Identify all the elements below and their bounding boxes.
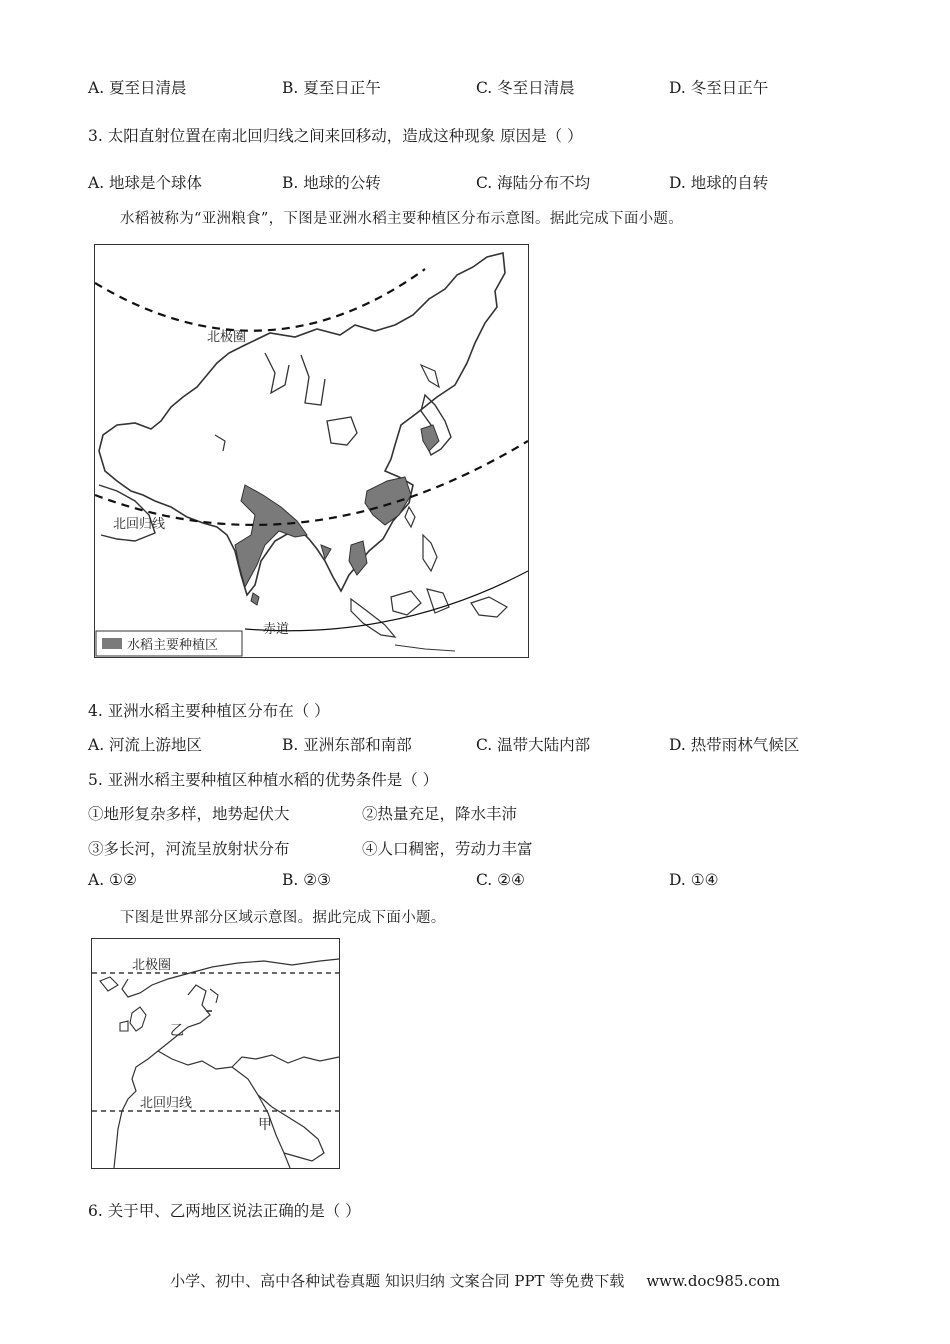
q4-option-a: A. 河流上游地区 bbox=[88, 736, 203, 754]
page-footer bbox=[0, 1270, 950, 1291]
q5-condition-4: ④人口稠密，劳动力丰富 bbox=[362, 840, 533, 858]
q4-option-c: C. 温带大陆内部 bbox=[476, 736, 591, 754]
q5-option-d: D. ①④ bbox=[669, 871, 719, 889]
q5-option-a: A. ①② bbox=[88, 871, 137, 889]
q5-stem: 5. 亚洲水稻主要种植区种植水稻的优势条件是（ ） bbox=[88, 771, 439, 789]
q5-condition-2: ②热量充足，降水丰沛 bbox=[362, 805, 518, 823]
intro-asia-rice: 水稻被称为“亚洲粮食”，下图是亚洲水稻主要种植区分布示意图。据此完成下面小题。 bbox=[120, 211, 684, 227]
q3-option-a: A. 地球是个球体 bbox=[88, 174, 203, 192]
map1-legend-label: 水稻主要种植区 bbox=[127, 638, 219, 653]
q5-condition-3: ③多长河，河流呈放射状分布 bbox=[88, 840, 290, 858]
map1-arctic-label: 北极圈 bbox=[207, 330, 247, 345]
q3-stem: 3. 太阳直射位置在南北回归线之间来回移动，造成这种现象 原因是（ ） bbox=[88, 127, 583, 145]
map1-legend-swatch bbox=[102, 638, 122, 649]
map2-label-yi: 乙 bbox=[170, 1023, 184, 1039]
q5-condition-1: ①地形复杂多样，地势起伏大 bbox=[88, 805, 290, 823]
map2-arctic-label: 北极圈 bbox=[132, 958, 172, 973]
map2-label-jia: 甲 bbox=[258, 1117, 272, 1133]
map1-tropic-label: 北回归线 bbox=[113, 517, 166, 532]
q2-option-b: B. 夏至日正午 bbox=[282, 79, 381, 97]
map2-tropic-label: 北回归线 bbox=[140, 1096, 193, 1111]
asia-rice-map bbox=[94, 244, 529, 658]
intro-world-region: 下图是世界部分区域示意图。据此完成下面小题。 bbox=[120, 910, 446, 926]
q4-option-d: D. 热带雨林气候区 bbox=[669, 736, 800, 754]
q5-option-b: B. ②③ bbox=[282, 871, 332, 889]
q4-option-b: B. 亚洲东部和南部 bbox=[282, 736, 412, 754]
q3-option-b: B. 地球的公转 bbox=[282, 174, 381, 192]
q4-stem: 4. 亚洲水稻主要种植区分布在（ ） bbox=[88, 702, 330, 720]
q2-option-d: D. 冬至日正午 bbox=[669, 79, 769, 97]
map1-equator-label: 赤道 bbox=[263, 622, 290, 637]
footer-text: 小学、初中、高中各种试卷真题 知识归纳 文案合同 PPT 等免费下载 bbox=[170, 1272, 625, 1290]
world-region-map bbox=[91, 938, 340, 1169]
q3-option-c: C. 海陆分布不均 bbox=[476, 174, 591, 192]
q6-stem: 6. 关于甲、乙两地区说法正确的是（ ） bbox=[88, 1202, 361, 1220]
q2-option-c: C. 冬至日清晨 bbox=[476, 79, 575, 97]
q3-option-d: D. 地球的自转 bbox=[669, 174, 769, 192]
footer-url[interactable]: www.doc985.com bbox=[646, 1272, 780, 1290]
q5-option-c: C. ②④ bbox=[476, 871, 525, 889]
q2-option-a: A. 夏至日清晨 bbox=[88, 79, 187, 97]
